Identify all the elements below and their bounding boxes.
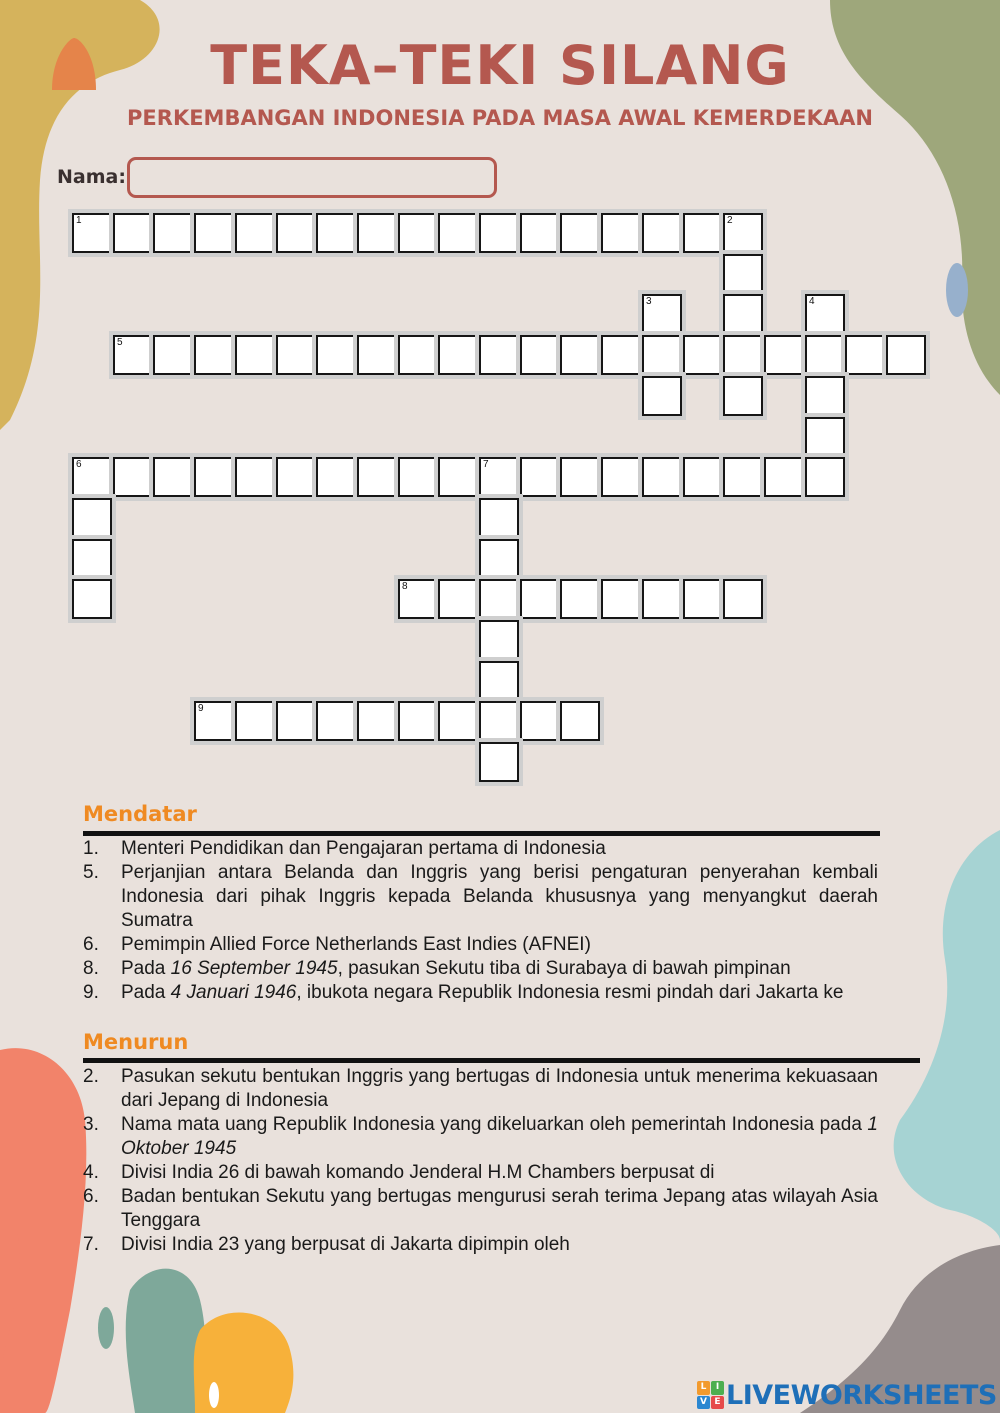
clue-number: 7 [483,459,489,470]
crossword-letter-input[interactable] [725,581,761,617]
page-title: TEKA–TEKI SILANG [210,34,790,97]
crossword-letter-input[interactable] [766,459,802,495]
crossword-cell[interactable] [479,539,519,579]
crossword-letter-input[interactable] [278,703,314,739]
crossword-letter-input[interactable] [237,459,273,495]
crossword-cell[interactable] [479,213,519,253]
clue-number: 3 [646,296,652,307]
crossword-letter-input[interactable] [603,215,639,251]
crossword-letter-input[interactable] [74,215,110,251]
crossword-letter-input[interactable] [155,337,191,373]
crossword-letter-input[interactable] [318,337,354,373]
crossword-letter-input[interactable] [562,337,598,373]
clue-number: 9 [198,703,204,714]
clue-item-number: 6. [83,1186,99,1207]
crossword-letter-input[interactable] [196,703,232,739]
clue-item [83,1233,878,1257]
crossword-letter-input[interactable] [400,215,436,251]
crossword-cell[interactable] [357,701,397,741]
crossword-letter-input[interactable] [725,296,761,332]
crossword-cell[interactable] [520,335,560,375]
crossword-letter-input[interactable] [440,459,476,495]
crossword-letter-input[interactable] [725,337,761,373]
clue-number: 6 [76,459,82,470]
logo-mark-letter: I [711,1381,724,1395]
crossword-cell[interactable] [845,335,885,375]
crossword-cell[interactable] [235,213,275,253]
crossword-letter-input[interactable] [359,703,395,739]
clue-item-text: Pemimpin Allied Force Netherlands East Indies (AFNEI) [121,934,591,955]
across-clue-list [83,837,878,1005]
clue-number: 8 [402,581,408,592]
crossword-letter-input[interactable] [481,581,517,617]
logo-text: LIVEWORKSHEETS [726,1379,997,1411]
clue-number: 4 [809,296,815,307]
crossword-cell[interactable] [398,701,438,741]
crossword-cell[interactable] [194,213,234,253]
crossword-cell[interactable] [479,742,519,782]
crossword-letter-input[interactable] [196,215,232,251]
crossword-cell[interactable] [805,335,845,375]
crossword-cell[interactable] [560,457,600,497]
crossword-letter-input[interactable] [359,337,395,373]
crossword-cell[interactable] [805,294,845,334]
crossword-letter-input[interactable] [481,663,517,699]
crossword-letter-input[interactable] [481,744,517,780]
crossword-letter-input[interactable] [359,215,395,251]
crossword-letter-input[interactable] [440,215,476,251]
crossword-letter-input[interactable] [400,581,436,617]
crossword-cell[interactable] [438,701,478,741]
crossword-cell[interactable] [398,457,438,497]
crossword-cell[interactable] [723,335,763,375]
clue-item-text: Pada [121,958,171,979]
crossword-cell[interactable] [764,335,804,375]
clue-number: 1 [76,215,82,226]
crossword-cell[interactable] [560,579,600,619]
clue-item [83,933,878,957]
crossword-letter-input[interactable] [440,581,476,617]
crossword-cell[interactable] [276,457,316,497]
crossword-cell[interactable] [601,213,641,253]
crossword-cell[interactable] [113,213,153,253]
crossword-cell[interactable] [357,213,397,253]
crossword-cell[interactable] [642,213,682,253]
crossword-cell[interactable] [316,213,356,253]
crossword-cell[interactable] [153,457,193,497]
clue-number: 2 [727,215,733,226]
clue-item-number: 4. [83,1162,99,1183]
crossword-cell[interactable] [479,579,519,619]
clue-item [83,957,878,981]
crossword-letter-input[interactable] [237,215,273,251]
crossword-letter-input[interactable] [725,378,761,414]
crossword-letter-input[interactable] [562,459,598,495]
clue-item-number: 8. [83,958,99,979]
crossword-letter-input[interactable] [603,581,639,617]
crossword-letter-input[interactable] [644,459,680,495]
clue-item-text: Divisi India 23 yang berpusat di Jakarta dipimpin oleh [121,1234,570,1255]
crossword-cell[interactable] [72,457,112,497]
clue-item-text-end: , pasukan Sekutu tiba di Surabaya di bawah pimpinan [337,958,791,979]
crossword-letter-input[interactable] [440,703,476,739]
crossword-cell[interactable] [438,335,478,375]
down-rule [83,1058,920,1063]
logo-mark-letter: L [697,1381,710,1395]
crossword-letter-input[interactable] [685,459,721,495]
crossword-letter-input[interactable] [562,703,598,739]
crossword-letter-input[interactable] [196,459,232,495]
crossword-letter-input[interactable] [644,581,680,617]
clue-item-text: Divisi India 26 di bawah komando Jenderal H.M Chambers berpusat di [121,1162,715,1183]
crossword-letter-input[interactable] [196,337,232,373]
crossword-letter-input[interactable] [644,215,680,251]
clue-item-date: 4 Januari 1946 [170,982,297,1003]
crossword-letter-input[interactable] [807,337,843,373]
crossword-cell[interactable] [723,579,763,619]
crossword-letter-input[interactable] [725,459,761,495]
clue-item-text: Nama mata uang Republik Indonesia yang dikeluarkan oleh pemerintah Indonesia pada [121,1114,868,1135]
crossword-cell[interactable] [520,213,560,253]
crossword-cell[interactable] [72,213,112,253]
crossword-letter-input[interactable] [440,337,476,373]
clue-item-date: 1 Oktober 1945 [121,1114,878,1159]
crossword-letter-input[interactable] [603,459,639,495]
crossword-letter-input[interactable] [74,581,110,617]
down-heading: Menurun [83,1030,189,1054]
crossword-cell[interactable] [805,457,845,497]
crossword-cell[interactable] [886,335,926,375]
name-label: Nama: [57,166,126,188]
crossword-letter-input[interactable] [400,459,436,495]
crossword-cell[interactable] [235,457,275,497]
crossword-letter-input[interactable] [318,215,354,251]
crossword-letter-input[interactable] [115,215,151,251]
across-rule [83,831,880,836]
crossword-cell[interactable] [642,294,682,334]
crossword-letter-input[interactable] [725,256,761,292]
crossword-cell[interactable] [438,579,478,619]
crossword-letter-input[interactable] [318,703,354,739]
logo-mark-letter: E [711,1396,724,1410]
crossword-letter-input[interactable] [481,459,517,495]
crossword-cell[interactable] [357,457,397,497]
crossword-cell[interactable] [72,539,112,579]
crossword-letter-input[interactable] [481,622,517,658]
crossword-cell[interactable] [479,457,519,497]
clue-item-text: Badan bentukan Sekutu yang bertugas mengurusi serah terima Jepang atas wilayah Asia Tenggara [121,1186,878,1231]
crossword-letter-input[interactable] [278,215,314,251]
clue-item-number: 9. [83,982,99,1003]
crossword-cell[interactable] [683,457,723,497]
crossword-cell[interactable] [520,457,560,497]
clue-item-text: Pada [121,982,171,1003]
clue-item-date: 16 September 1945 [170,958,338,979]
clue-item-number: 6. [83,934,99,955]
crossword-cell[interactable] [723,376,763,416]
clue-item-number: 2. [83,1066,99,1087]
clue-item-number: 3. [83,1114,99,1135]
crossword-cell[interactable] [235,701,275,741]
crossword-cell[interactable] [601,335,641,375]
crossword-letter-input[interactable] [74,459,110,495]
crossword-cell[interactable] [642,335,682,375]
clue-item-number: 7. [83,1234,99,1255]
crossword-letter-input[interactable] [278,459,314,495]
crossword-letter-input[interactable] [155,215,191,251]
crossword-cell[interactable] [560,213,600,253]
crossword-letter-input[interactable] [685,215,721,251]
crossword-letter-input[interactable] [359,459,395,495]
crossword-cell[interactable] [479,620,519,660]
crossword-letter-input[interactable] [685,581,721,617]
crossword-letter-input[interactable] [318,459,354,495]
crossword-letter-input[interactable] [807,378,843,414]
crossword-cell[interactable] [398,335,438,375]
crossword-cell[interactable] [276,213,316,253]
crossword-letter-input[interactable] [522,337,558,373]
liveworksheets-mark-icon [697,1381,723,1409]
crossword-letter-input[interactable] [115,459,151,495]
crossword-cell[interactable] [520,701,560,741]
crossword-letter-input[interactable] [522,215,558,251]
clue-number: 5 [117,337,123,348]
crossword-letter-input[interactable] [522,703,558,739]
clue-item-text-end: , ibukota negara Republik Indonesia resmi pindah dari Jakarta ke [296,982,844,1003]
crossword-letter-input[interactable] [237,337,273,373]
crossword-cell[interactable] [723,213,763,253]
crossword-cell[interactable] [316,335,356,375]
crossword-letter-input[interactable] [807,419,843,455]
crossword-letter-input[interactable] [74,500,110,536]
across-heading: Mendatar [83,802,197,826]
crossword-cell[interactable] [276,335,316,375]
crossword-cell[interactable] [398,579,438,619]
crossword-cell[interactable] [438,457,478,497]
crossword-letter-input[interactable] [481,337,517,373]
clue-item-text: Pasukan sekutu bentukan Inggris yang bertugas di Indonesia untuk menerima kekuasaan dari Jepang di Indonesia [121,1066,878,1111]
crossword-letter-input[interactable] [562,215,598,251]
clue-item-text: Perjanjian antara Belanda dan Inggris yang berisi pengaturan penyerahan kembali Indonesia dari pihak Inggris kepada Belanda khususnya yang menyangkut daerah Sumatra [121,862,878,931]
clue-item [83,1065,878,1113]
crossword-letter-input[interactable] [766,337,802,373]
crossword-letter-input[interactable] [562,581,598,617]
clue-item-number: 1. [83,838,99,859]
crossword-cell[interactable] [194,335,234,375]
crossword-cell[interactable] [276,701,316,741]
crossword-cell[interactable] [560,335,600,375]
crossword-cell[interactable] [520,579,560,619]
crossword-letter-input[interactable] [807,296,843,332]
crossword-letter-input[interactable] [644,378,680,414]
crossword-cell[interactable] [764,457,804,497]
crossword-letter-input[interactable] [847,337,883,373]
crossword-cell[interactable] [601,457,641,497]
crossword-cell[interactable] [113,457,153,497]
crossword-cell[interactable] [398,213,438,253]
down-clue-list [83,1065,878,1257]
crossword-cell[interactable] [805,376,845,416]
crossword-letter-input[interactable] [644,337,680,373]
crossword-letter-input[interactable] [481,541,517,577]
crossword-letter-input[interactable] [237,703,273,739]
crossword-cell[interactable] [235,335,275,375]
crossword-letter-input[interactable] [807,459,843,495]
crossword-letter-input[interactable] [725,215,761,251]
crossword-letter-input[interactable] [115,337,151,373]
crossword-cell[interactable] [642,376,682,416]
crossword-cell[interactable] [153,213,193,253]
crossword-letter-input[interactable] [888,337,924,373]
crossword-letter-input[interactable] [481,500,517,536]
crossword-cell[interactable] [723,457,763,497]
crossword-letter-input[interactable] [644,296,680,332]
clue-item-text: Menteri Pendidikan dan Pengajaran pertama di Indonesia [121,838,606,859]
crossword-cell[interactable] [601,579,641,619]
crossword-cell[interactable] [113,335,153,375]
liveworksheets-logo [697,1379,997,1411]
crossword-letter-input[interactable] [400,703,436,739]
clue-item-number: 5. [83,862,99,883]
crossword-cell[interactable] [642,579,682,619]
crossword-cell[interactable] [479,701,519,741]
crossword-cell[interactable] [194,701,234,741]
crossword-letter-input[interactable] [685,337,721,373]
page-subtitle: PERKEMBANGAN INDONESIA PADA MASA AWAL KEMERDEKAAN [127,106,873,130]
crossword-letter-input[interactable] [155,459,191,495]
crossword-letter-input[interactable] [481,703,517,739]
crossword-letter-input[interactable] [481,215,517,251]
crossword-letter-input[interactable] [400,337,436,373]
logo-mark-letter: V [697,1396,710,1410]
crossword-letter-input[interactable] [603,337,639,373]
clue-item [83,1161,878,1185]
crossword-cell[interactable] [560,701,600,741]
crossword-cell[interactable] [72,498,112,538]
clue-item [83,837,878,861]
crossword-cell[interactable] [723,254,763,294]
crossword-cell[interactable] [683,579,723,619]
clue-item [83,981,878,1005]
crossword-cell[interactable] [194,457,234,497]
crossword-cell[interactable] [316,457,356,497]
crossword-cell[interactable] [479,498,519,538]
crossword-cell[interactable] [723,294,763,334]
clue-item [83,861,878,933]
crossword-letter-input[interactable] [278,337,314,373]
crossword-cell[interactable] [72,579,112,619]
crossword-cell[interactable] [316,701,356,741]
crossword-cell[interactable] [683,335,723,375]
crossword-cell[interactable] [805,417,845,457]
crossword-cell[interactable] [683,213,723,253]
crossword-letter-input[interactable] [522,459,558,495]
crossword-letter-input[interactable] [74,541,110,577]
crossword-cell[interactable] [357,335,397,375]
crossword-letter-input[interactable] [522,581,558,617]
clue-item [83,1113,878,1161]
crossword-cell[interactable] [153,335,193,375]
crossword-cell[interactable] [642,457,682,497]
clue-item [83,1185,878,1233]
crossword-cell[interactable] [479,335,519,375]
crossword-cell[interactable] [479,661,519,701]
crossword-cell[interactable] [438,213,478,253]
